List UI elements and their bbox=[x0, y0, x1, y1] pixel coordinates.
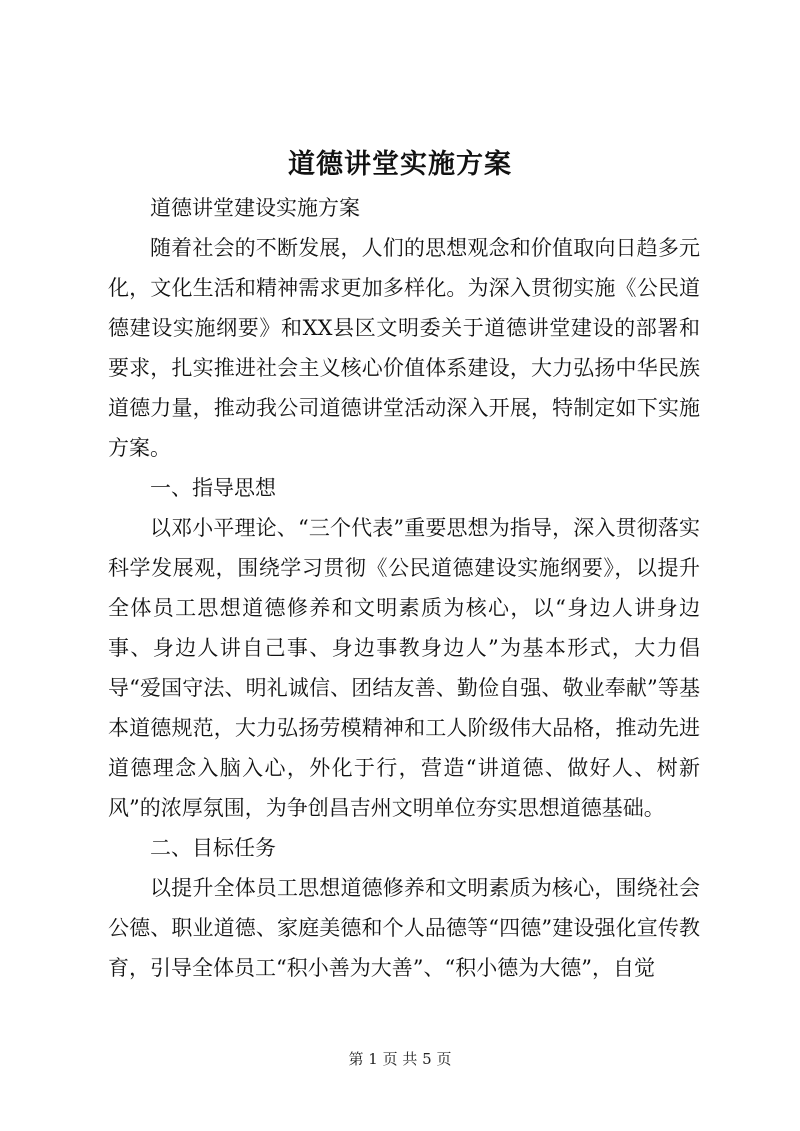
section-heading-guiding-thought: 一、指导思想 bbox=[150, 476, 276, 500]
section-heading-goals: 二、目标任务 bbox=[150, 836, 276, 860]
subtitle-paragraph: 道德讲堂建设实施方案 bbox=[150, 196, 360, 220]
goals-paragraph: 以提升全体员工思想道德修养和文明素质为核心，围绕社会公德、职业道德、家庭美德和个人品德等“四德”建设强化宣传教育，引导全体员工“积小善为大善”、“积小德为大德”，自觉 bbox=[108, 876, 700, 980]
page-number-footer: 第 1 页 共 5 页 bbox=[348, 1050, 452, 1068]
document-body bbox=[108, 188, 700, 988]
intro-paragraph: 随着社会的不断发展，人们的思想观念和价值取向日趋多元化，文化生活和精神需求更加多样化。为深入贯彻实施《公民道德建设实施纲要》和XX县区文明委关于道德讲堂建设的部署和要求，扎实推进社会主义核心价值体系建设，大力弘扬中华民族道德力量，推动我公司道德讲堂活动深入开展，特制定如下实施方案。 bbox=[108, 236, 700, 460]
guiding-thought-paragraph: 以邓小平理论、“三个代表”重要思想为指导，深入贯彻落实科学发展观，围绕学习贯彻《公民道德建设实施纲要》，以提升全体员工思想道德修养和文明素质为核心，以“身边人讲身边事、身边人讲自己事、身边事教身边人”为基本形式，大力倡导“爱国守法、明礼诚信、团结友善、勤俭自强、敬业奉献”等基本道德规范，大力弘扬劳模精神和工人阶级伟大品格，推动先进道德理念入脑入心，外化于行，营造“讲道德、做好人、树新风”的浓厚氛围，为争创昌吉州文明单位夯实思想道德基础。 bbox=[108, 516, 700, 820]
document-title: 道德讲堂实施方案 bbox=[288, 149, 512, 180]
